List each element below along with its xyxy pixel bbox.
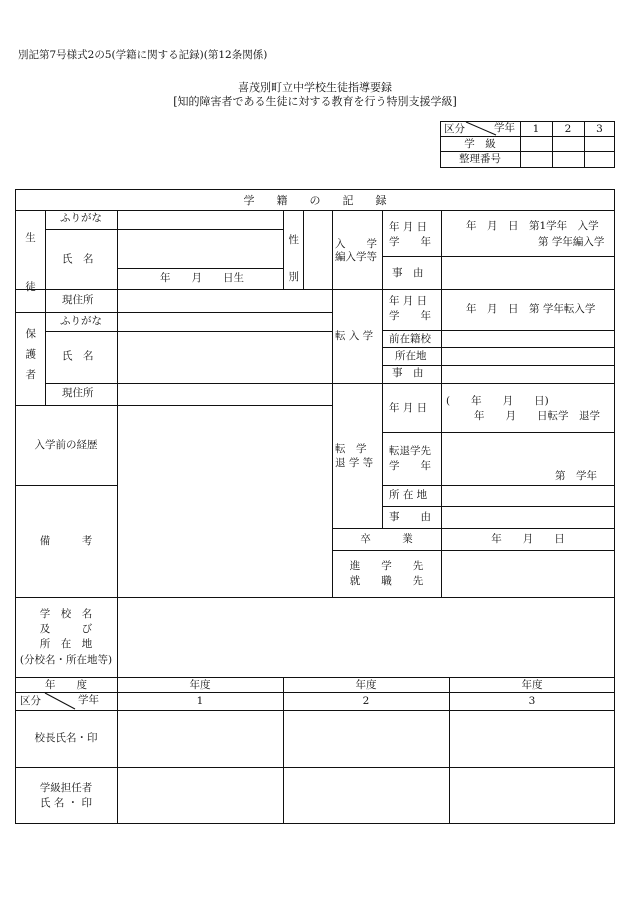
birthdate-label: 年 月 日生 [160,272,244,284]
transfer-out-reason-label: 事 由 [389,511,431,523]
remarks-label: 備 考 [39,535,93,547]
transfer-out-label-1: 転 学 [335,443,367,455]
transfer-out-grade-value: 第 学年 [555,470,597,482]
guardian-label: 保護者 [24,328,37,390]
next-school-label: 進 学 先 [349,560,424,572]
graduate-value: 年 月 日 [491,533,565,545]
nendo-3: 年度 [521,679,543,691]
year-3: 3 [596,123,603,135]
enroll-date-label: 年 月 日 [389,221,428,233]
transfer-out-value-2: 年 月 日転学 退学 [474,410,600,422]
grade-2: 2 [362,695,370,707]
transfer-in-label: 転 入 学 [335,330,374,342]
transfer-out-date-label: 年 月 日 [389,402,428,414]
prev-school-label: 前在籍校 [389,333,431,345]
grade-1: 1 [196,695,204,707]
gakunen-label-bottom: 学年 [78,694,99,706]
guardian-address-label: 現住所 [62,387,94,399]
furigana-label: ふりがな [60,212,102,224]
grade-3: 3 [528,695,536,707]
gender-label: 性 別 [287,234,300,290]
transfer-in-value: 年 月 日 第 学年転入学 [466,303,596,315]
location-label: 所在地 [395,350,427,362]
pre-history-label: 入学前の経歴 [34,439,98,451]
transfer-out-value-1: ( 年 月 日) [446,395,549,407]
transfer-out-location-label: 所 在 地 [389,489,428,501]
form-reference: 別記第7号様式2の5(学籍に関する記録)(第12条関係) [18,49,268,61]
enroll-label-2: 編入学等 [335,251,377,263]
employment-label: 就 職 先 [349,575,424,587]
student-label: 生 徒 [24,232,36,306]
address-label: 現住所 [62,294,94,306]
transfer-out-label-2: 退 学 等 [335,457,374,469]
enroll-value-1: 年 月 日 第1学年 入学 [466,220,599,232]
transfer-out-dest-label: 転退学先 [389,445,431,457]
year-label: 年 度 [45,679,87,691]
teacher-label-1: 学級担任者 [39,782,93,794]
principal-label: 校長氏名・印 [34,732,98,744]
nendo-2: 年度 [355,679,377,691]
transfer-out-grade-label: 学 年 [389,460,431,472]
teacher-label-2: 氏 名 ・ 印 [39,797,92,809]
transfer-reason-label: 事 由 [392,367,424,379]
kubun-label-bottom: 区分 [20,695,41,707]
document-title: 喜茂別町立中学校生徒指導要録 [238,81,392,94]
transfer-in-grade-label: 学 年 [389,310,431,322]
school-info-2: 及 び [39,623,93,635]
kubun-label: 区分 [444,123,465,135]
number-label: 整理番号 [459,153,501,165]
year-2: 2 [564,123,572,135]
guardian-furigana-label: ふりがな [60,315,102,327]
school-info-1: 学 校 名 [39,608,93,620]
graduate-label: 卒 業 [360,533,413,545]
year-1: 1 [532,123,540,135]
document-subtitle: [知的障害者である生徒に対する教育を行う特別支援学級] [173,95,457,108]
school-info-4: (分校名・所在地等) [19,654,113,666]
gakunen-label: 学年 [494,122,515,134]
name-label: 氏 名 [62,253,94,265]
record-title: 学 籍 の 記 録 [243,194,387,207]
school-info-3: 所 在 地 [39,638,93,650]
nendo-1: 年度 [189,679,211,691]
enroll-label-1: 入 学 [335,238,377,250]
enroll-value-2: 第 学年編入学 [538,236,605,248]
enroll-reason-label: 事 由 [392,267,424,279]
guardian-name-label: 氏 名 [62,350,94,362]
enroll-grade-label: 学 年 [389,236,431,248]
transfer-in-date-label: 年 月 日 [389,295,428,307]
class-label: 学 級 [464,138,496,150]
